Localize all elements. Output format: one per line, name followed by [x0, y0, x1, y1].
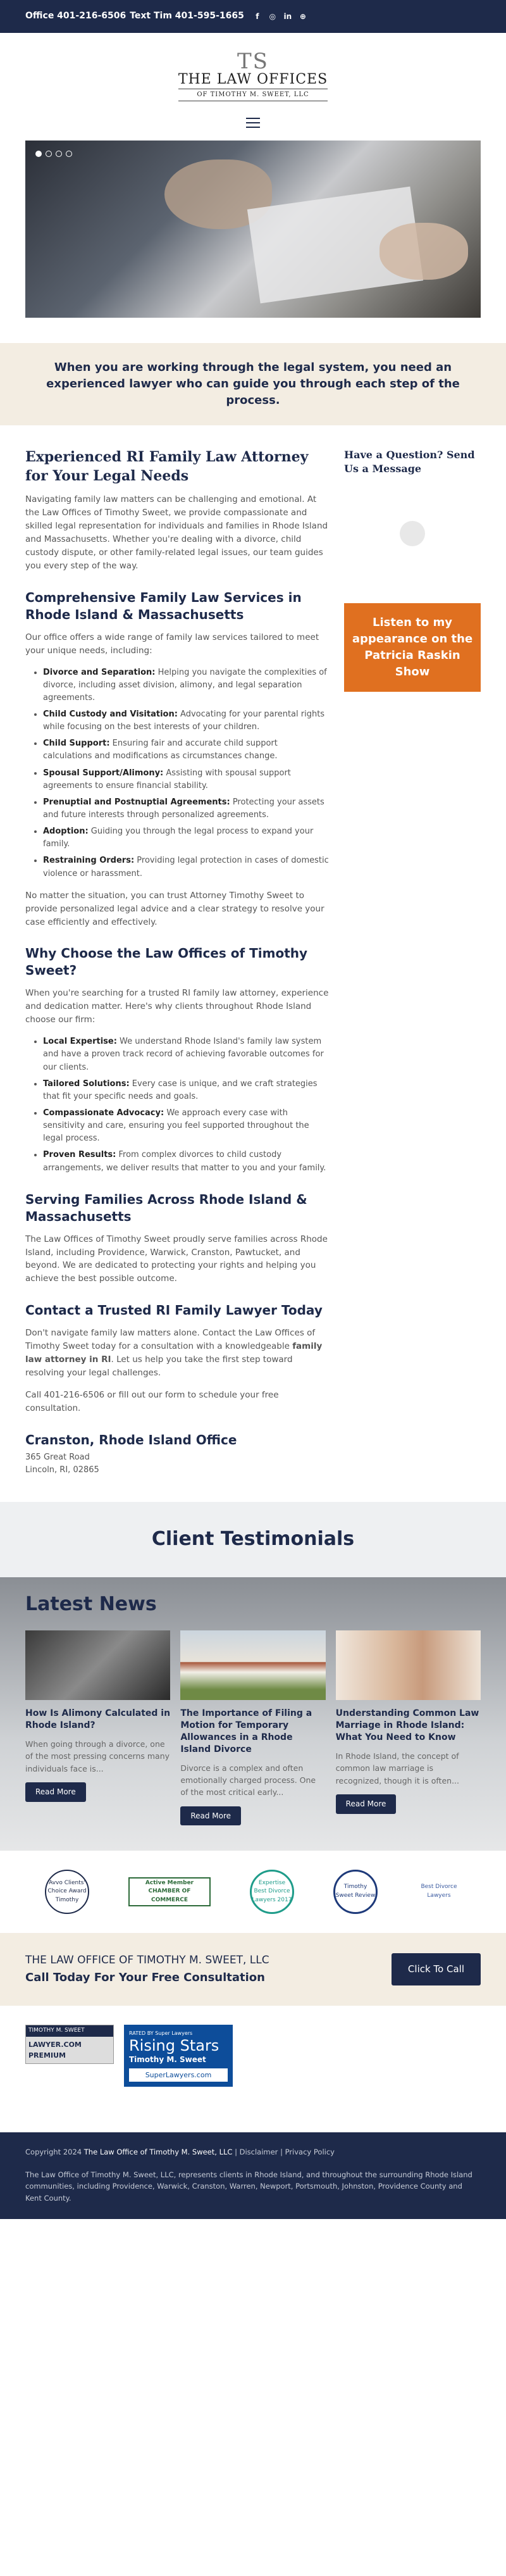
- globe-icon[interactable]: ⊕: [299, 12, 306, 21]
- site-logo[interactable]: [178, 51, 328, 101]
- linkedin-icon[interactable]: in: [283, 12, 292, 21]
- slider-dot[interactable]: [46, 151, 52, 157]
- best-lawyers-badge[interactable]: Best Divorce Lawyers: [421, 1884, 457, 1899]
- services-intro: Our office offers a wide range of family law services tailored to meet your unique needs, including:: [25, 632, 319, 656]
- slider-dot[interactable]: [66, 151, 72, 157]
- services-list: [43, 666, 329, 880]
- list-item: • Divorce and Separation: Helping you navigate the complexities of divorce, including asset division, alimony, and legal separation agreements.: [43, 666, 329, 704]
- top-bar: [0, 0, 506, 33]
- office-city: Lincoln, RI, 02865: [25, 1465, 99, 1475]
- chamber-badge[interactable]: Active Member CHAMBER OF COMMERCE: [128, 1877, 211, 1906]
- main-column: [25, 448, 329, 1477]
- footer-firm-link[interactable]: The Law Office of Timothy M. Sweet, LLC: [83, 2147, 233, 2156]
- footer-disclaimer: The Law Office of Timothy M. Sweet, LLC, represents clients in Rhode Island, and throughout the surrounding Rhode Island communities, including Providence, Warwick, Cranston, Warren, Newport, Portsmouth, Johnston, Providence County and Kent County.: [25, 2170, 472, 2203]
- news-excerpt: Divorce is a complex and often emotionally charged process. One of the most critical early...: [180, 1763, 316, 1798]
- expertise-badge[interactable]: Expertise Best Divorce Lawyers 2017: [250, 1870, 294, 1914]
- footer: [0, 2132, 506, 2220]
- news-section: [0, 1577, 506, 1851]
- instagram-icon[interactable]: ◎: [269, 12, 276, 21]
- text-phone-link[interactable]: Text Tim 401-595-1665: [130, 11, 244, 22]
- intro-band: When you are working through the legal system, you need an experienced lawyer who can guide you through each step of the process.: [0, 343, 506, 425]
- lawyercom-name: TIMOTHY M. SWEET: [26, 2025, 113, 2037]
- news-excerpt: When going through a divorce, one of the most pressing concerns many individuals face is...: [25, 1739, 170, 1773]
- list-item: • Child Custody and Visitation: Advocating for your parental rights while focusing on the best interests of your children.: [43, 708, 329, 734]
- superlawyers-name: Timothy M. Sweet: [129, 2055, 206, 2065]
- loading-spinner: [400, 521, 425, 546]
- news-heading: Latest News: [25, 1592, 157, 1615]
- read-more-button[interactable]: Read More: [25, 1782, 86, 1802]
- testimonials-heading: Client Testimonials: [0, 1502, 506, 1577]
- why-list: [43, 1035, 329, 1174]
- awards-area: [0, 2006, 506, 2132]
- cta-band: [0, 1933, 506, 2005]
- sidebar: [344, 448, 481, 1477]
- contact-bold: family law attorney in RI: [25, 1341, 323, 1365]
- news-title[interactable]: Understanding Common Law Marriage in Rhode Island: What You Need to Know: [335, 1708, 479, 1742]
- call-text: Call 401-216-6506 or fill out our form to schedule your free consultation.: [25, 1390, 279, 1413]
- services-outro: No matter the situation, you can trust Attorney Timothy Sweet to provide personalized legal advice and a clear strategy to resolve your case efficiently and effectively.: [25, 890, 324, 927]
- list-item: • Restraining Orders: Providing legal protection in cases of domestic violence or harassment.: [43, 854, 329, 880]
- services-heading: Comprehensive Family Law Services in Rhode Island & Massachusetts: [25, 589, 302, 622]
- logo-name: THE LAW OFFICES: [178, 72, 328, 87]
- list-item: • Proven Results: From complex divorces to child custody arrangements, we deliver results that matter to you and your family.: [43, 1149, 329, 1174]
- click-to-call-button[interactable]: Click To Call: [392, 1953, 481, 1985]
- office-block: [25, 1432, 329, 1477]
- logo-mark: TS: [237, 49, 269, 74]
- slider-dots: [35, 151, 72, 157]
- superlawyers-rated: RATED BY Super Lawyers: [129, 2030, 193, 2036]
- superlawyers-title: Rising Stars: [129, 2037, 219, 2055]
- list-item: • Local Expertise: We understand Rhode Island's family law system and have a proven track record of achieving favorable outcomes for our clients.: [43, 1035, 329, 1073]
- read-more-button[interactable]: Read More: [336, 1794, 397, 1814]
- hero-slider: [25, 141, 481, 318]
- lawyercom-badge[interactable]: [25, 2025, 114, 2064]
- lawyercom-tier: LAWYER.COM PREMIUM: [26, 2037, 113, 2063]
- hamburger-icon: [246, 118, 260, 128]
- serving-heading: Serving Families Across Rhode Island & Massachusetts: [25, 1191, 307, 1224]
- radio-show-button[interactable]: Listen to my appearance on the Patricia Raskin Show: [344, 603, 481, 692]
- office-street: 365 Great Road: [25, 1452, 90, 1462]
- news-card: [180, 1630, 325, 1825]
- news-image[interactable]: [25, 1630, 170, 1700]
- cta-firm-name: THE LAW OFFICE OF TIMOTHY M. SWEET, LLC: [25, 1954, 269, 1967]
- avvo-badge[interactable]: Avvo Clients' Choice Award Timothy: [45, 1870, 89, 1914]
- slider-dot[interactable]: [56, 151, 62, 157]
- news-title[interactable]: How Is Alimony Calculated in Rhode Island?: [25, 1708, 171, 1731]
- badges-row: [0, 1851, 506, 1933]
- superlawyers-badge[interactable]: [124, 2025, 233, 2087]
- news-cards: [25, 1630, 481, 1825]
- logo-subname: OF TIMOTHY M. SWEET, LLC: [178, 89, 328, 101]
- cta-tagline: Call Today For Your Free Consultation: [25, 1970, 265, 1984]
- list-item: • Spousal Support/Alimony: Assisting with spousal support agreements to ensure financial stability.: [43, 767, 329, 792]
- content-area: [0, 425, 506, 1477]
- list-item: • Child Support: Ensuring fair and accurate child support calculations and modifications as circumstances change.: [43, 737, 329, 763]
- hero-image-hand-2: [379, 223, 468, 280]
- social-links: [253, 12, 307, 21]
- contact-text: Don't navigate family law matters alone. Contact the Law Offices of Timothy Sweet today for a consultation with a knowledgeable family law attorney in RI. Let us help you take the first step toward resolving your legal challenges.: [25, 1328, 323, 1379]
- slider-dot[interactable]: [35, 151, 42, 157]
- news-image[interactable]: [336, 1630, 481, 1700]
- review-badge[interactable]: Timothy Sweet Review: [333, 1870, 378, 1914]
- facebook-icon[interactable]: f: [256, 12, 259, 21]
- list-item: • Prenuptial and Postnuptial Agreements: Protecting your assets and future interests through personalized agreements.: [43, 796, 329, 822]
- news-title[interactable]: The Importance of Filing a Motion for Temporary Allowances in a Rhode Island Divorce: [180, 1708, 312, 1754]
- copyright: Copyright 2024 The Law Office of Timothy M. Sweet, LLC | Disclaimer | Privacy Policy: [25, 2147, 335, 2156]
- contact-heading: Contact a Trusted RI Family Lawyer Today: [25, 1303, 323, 1318]
- logo-area: [0, 33, 506, 108]
- news-card: [25, 1630, 170, 1825]
- list-item: • Tailored Solutions: Every case is unique, and we craft strategies that fit your specific needs and goals.: [43, 1078, 329, 1103]
- superlawyers-site: SuperLawyers.com: [129, 2068, 228, 2082]
- footer-links[interactable]: | Disclaimer | Privacy Policy: [232, 2147, 335, 2156]
- news-excerpt: In Rhode Island, the concept of common law marriage is recognized, though it is often...: [335, 1751, 459, 1785]
- read-more-button[interactable]: Read More: [180, 1806, 241, 1826]
- contact-form-heading: Have a Question? Send Us a Message: [344, 448, 475, 475]
- intro-text: Navigating family law matters can be challenging and emotional. At the Law Offices of Timothy Sweet, we provide compassionate and skilled legal representation for individuals and families in Rhode Island and Massachusetts. Whether you're dealing with a divorce, child custody dispute, or other family-related legal issues, our team guides you every step of the way.: [25, 494, 328, 571]
- why-intro: When you're searching for a trusted RI family law attorney, experience and dedication matter. Here's why clients throughout Rhode Island choose our firm:: [25, 988, 329, 1025]
- why-heading: Why Choose the Law Offices of Timothy Sweet?: [25, 946, 308, 979]
- serving-text: The Law Offices of Timothy Sweet proudly serve families across Rhode Island, including Providence, Warwick, Cranston, Pawtucket, and beyond. We are dedicated to protecting your rights and helping you achieve the best possible outcome.: [25, 1234, 328, 1284]
- menu-toggle[interactable]: [0, 108, 506, 141]
- page-heading: Experienced RI Family Law Attorney for Your Legal Needs: [25, 448, 309, 484]
- news-image[interactable]: [180, 1630, 325, 1700]
- list-item: • Adoption: Guiding you through the legal process to expand your family.: [43, 825, 329, 851]
- list-item: • Compassionate Advocacy: We approach every case with sensitivity and care, ensuring you feel supported throughout the legal process.: [43, 1107, 329, 1145]
- office-phone-link[interactable]: Office 401-216-6506: [25, 11, 126, 22]
- office-heading: Cranston, Rhode Island Office: [25, 1432, 237, 1447]
- news-card: [336, 1630, 481, 1825]
